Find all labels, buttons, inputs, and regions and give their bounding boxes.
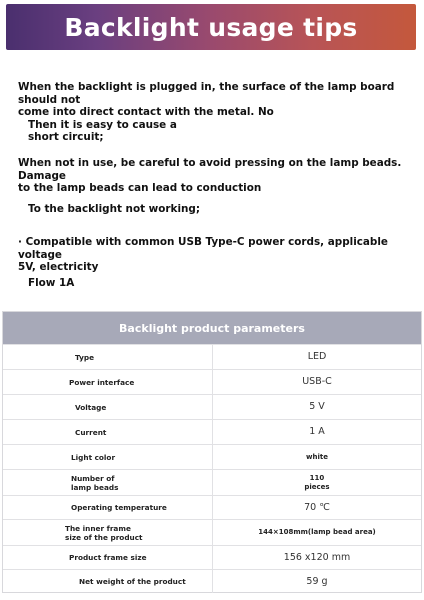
- param-value: 5 V: [309, 401, 325, 412]
- param-label: Power interface: [3, 370, 213, 394]
- param-label: Voltage: [3, 395, 213, 419]
- param-label: Current: [3, 420, 213, 444]
- param-label: Light color: [3, 445, 213, 469]
- tip-line: to the lamp beads can lead to conduction: [18, 182, 262, 195]
- param-label: Net weight of the product: [3, 570, 213, 593]
- table-row: [3, 419, 421, 444]
- tip-line: Flow 1A: [28, 276, 75, 289]
- param-label: Type: [3, 345, 213, 369]
- parameters-table: [2, 311, 422, 593]
- tip-short-circuit: [18, 81, 416, 144]
- tip-line: come into direct contact with the metal. No: [18, 106, 274, 119]
- param-value: 1 A: [309, 426, 325, 437]
- table-row: [3, 519, 421, 545]
- param-label: Product frame size: [3, 546, 213, 569]
- table-row: [3, 469, 421, 495]
- table-row: [3, 569, 421, 593]
- page-title: Backlight usage tips: [64, 12, 358, 42]
- param-value: white: [306, 452, 328, 461]
- tip-line: Then it is easy to cause a: [28, 118, 177, 131]
- tip-line: To the backlight not working;: [28, 202, 200, 215]
- tip-line: · Compatible with common USB Type-C power cords, applicable voltage: [18, 236, 388, 261]
- table-row: [3, 495, 421, 519]
- tip-lamp-beads: [18, 157, 416, 215]
- tip-line: short circuit;: [28, 131, 104, 144]
- tip-line: When the backlight is plugged in, the surface of the lamp board should not: [18, 81, 395, 106]
- param-value: LED: [307, 351, 327, 362]
- table-row: [3, 344, 421, 369]
- title-banner: [6, 4, 416, 50]
- param-value: 156 x120 mm: [283, 551, 351, 563]
- table-row: [3, 444, 421, 469]
- param-value: USB-C: [302, 376, 332, 387]
- tip-line: 5V, electricity: [18, 261, 99, 274]
- param-label: Operating temperature: [3, 496, 213, 519]
- param-value: 70 ℃: [304, 501, 330, 513]
- param-label: Number of lamp beads: [3, 470, 213, 495]
- table-title: Backlight product parameters: [3, 312, 421, 344]
- table-row: [3, 545, 421, 569]
- table-row: [3, 369, 421, 394]
- tip-power: [18, 236, 416, 289]
- param-value: 110 pieces: [304, 473, 330, 491]
- param-label: The inner frame size of the product: [3, 520, 213, 545]
- table-row: [3, 394, 421, 419]
- param-value: 144×108mm(lamp bead area): [258, 528, 376, 536]
- param-value: 59 g: [306, 575, 328, 587]
- tip-line: When not in use, be careful to avoid pressing on the lamp beads. Damage: [18, 157, 402, 182]
